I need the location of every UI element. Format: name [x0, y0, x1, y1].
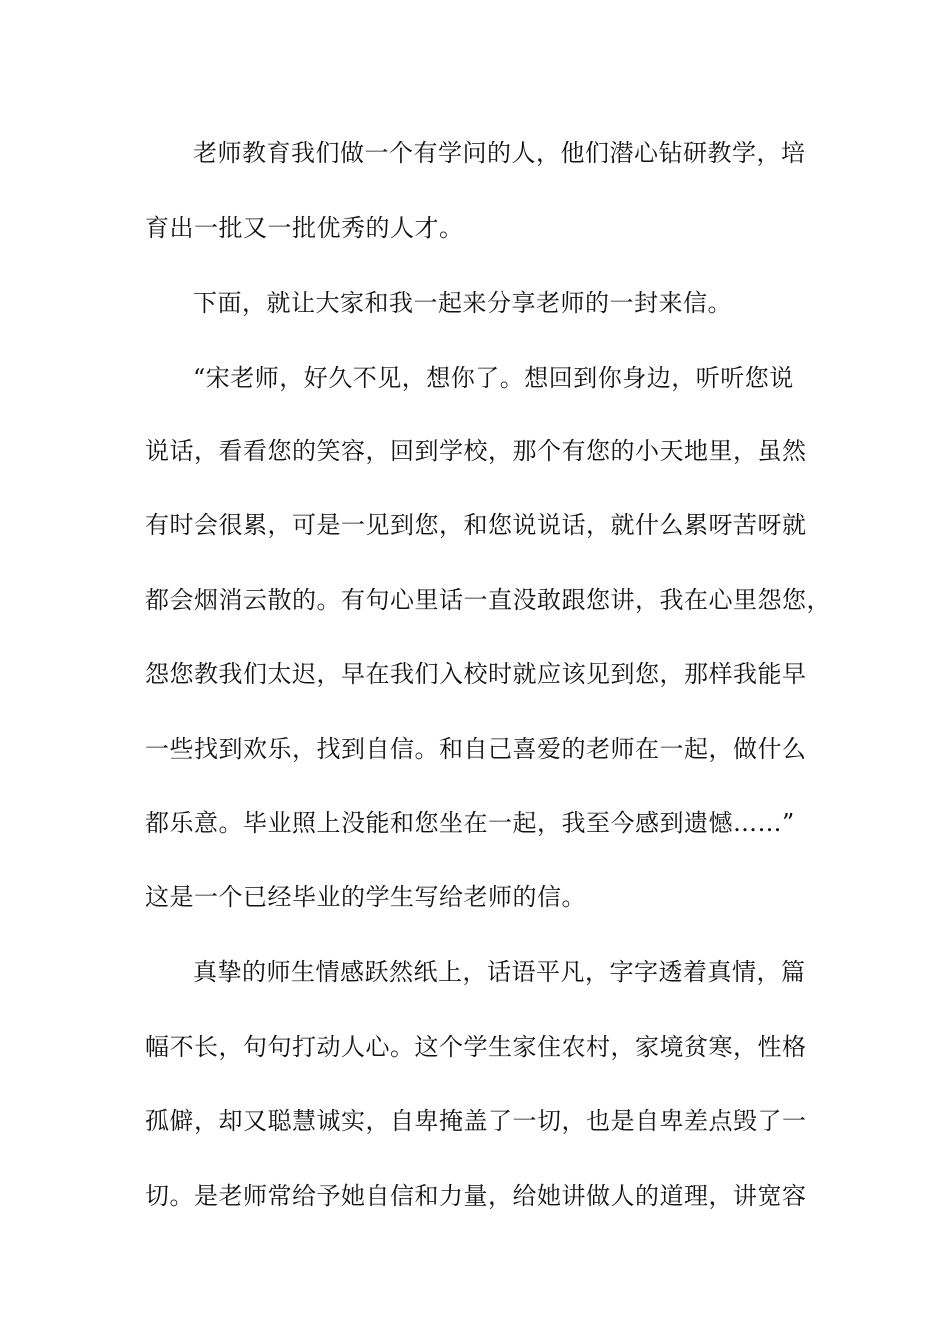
paragraph-4-line-4: 切。是老师常给予她自信和力量，给她讲做人的道理，讲宽容	[145, 1182, 807, 1210]
paragraph-2-line-1: 下面，就让大家和我一起来分享老师的一封来信。	[193, 289, 732, 317]
letter-quote-line-2: 说话，看看您的笑容，回到学校，那个有您的小天地里，虽然	[145, 437, 807, 465]
paragraph-1-line-2: 育出一批又一批优秀的人才。	[145, 214, 464, 242]
letter-quote-line-7: 都乐意。毕业照上没能和您坐在一起，我至今感到遗憾……”	[145, 809, 795, 837]
paragraph-4-line-3: 孤僻，却又聪慧诚实，自卑掩盖了一切，也是自卑差点毁了一	[145, 1107, 807, 1135]
paragraph-4-line-2: 幅不长，句句打动人心。这个学生家住农村，家境贫寒，性格	[145, 1033, 807, 1061]
letter-quote-line-1: “宋老师，好久不见，想你了。想回到你身边，听听您说	[193, 364, 794, 392]
letter-caption-line: 这是一个已经毕业的学生写给老师的信。	[145, 883, 586, 911]
letter-quote-line-3: 有时会很累，可是一见到您，和您说说话，就什么累呀苦呀就	[145, 511, 807, 539]
letter-quote-line-5: 怨您教我们太迟，早在我们入校时就应该见到您，那样我能早	[145, 660, 807, 688]
letter-quote-line-4: 都会烟消云散的。有句心里话一直没敢跟您讲，我在心里怨您，	[145, 586, 831, 614]
letter-quote-line-6: 一些找到欢乐，找到自信。和自己喜爱的老师在一起，做什么	[145, 735, 807, 763]
paragraph-1-line-1: 老师教育我们做一个有学问的人，他们潜心钻研教学，培	[193, 139, 806, 167]
paragraph-4-line-1: 真挚的师生情感跃然纸上，话语平凡，字字透着真情，篇	[193, 958, 806, 986]
